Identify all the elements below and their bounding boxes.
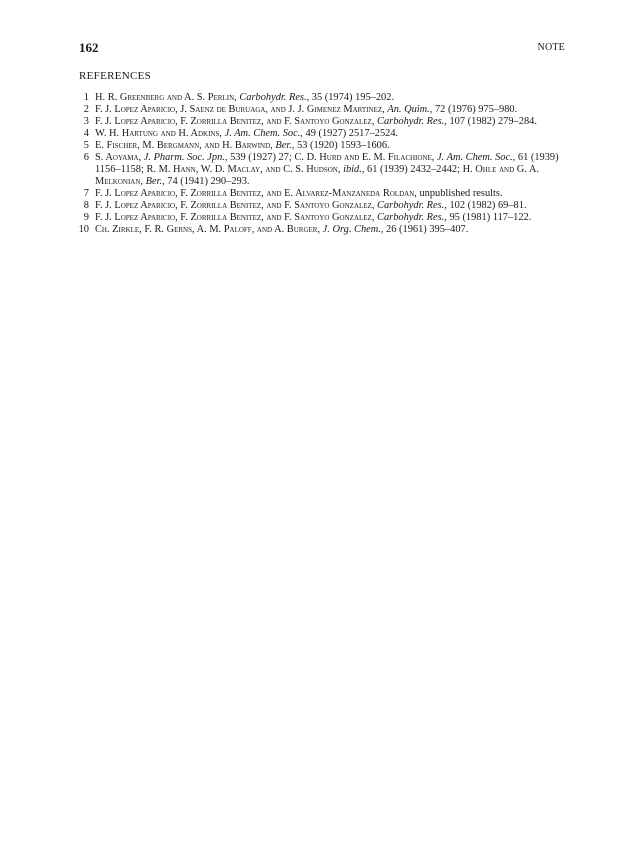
reference-number: 3 xyxy=(83,116,89,127)
page-number: 162 xyxy=(79,40,99,55)
reference-text: 61 (1939) 2432–2442; xyxy=(364,164,463,175)
reference-authors: F. J. Lopez Aparicio, J. Saenz de Buruaga, and J. J. Gimenez Martinez, xyxy=(95,104,385,115)
reference-authors: H. R. Greenberg and A. S. Perlin, xyxy=(95,92,237,103)
reference-text: 107 (1982) 279–284. xyxy=(446,116,537,127)
reference-item xyxy=(79,212,566,224)
reference-text: unpublished results. xyxy=(416,188,503,199)
reference-number: 4 xyxy=(83,128,89,139)
reference-journal: Carbohydr. Res., xyxy=(377,116,447,127)
reference-text: 72 (1976) 975–980. xyxy=(432,104,518,115)
reference-number: 7 xyxy=(83,188,89,199)
reference-authors: H. Ohle and G. A. Melkonian, xyxy=(95,164,539,187)
reference-journal: J. Am. Chem. Soc., xyxy=(436,152,516,163)
reference-item xyxy=(79,140,566,152)
reference-authors: F. J. Lopez Aparicio, F. Zorrilla Benitez, and F. Santoyo Gonzalez, xyxy=(95,200,375,211)
reference-authors: F. J. Lopez Aparicio, F. Zorrilla Benitez, and F. Santoyo Gonzalez, xyxy=(95,116,375,127)
reference-item xyxy=(79,128,566,140)
reference-journal: Carbohydr. Res., xyxy=(239,92,310,103)
running-head: NOTE xyxy=(537,42,565,53)
reference-journal: Carbohydr. Res., xyxy=(377,212,447,223)
reference-journal: J. Am. Chem. Soc., xyxy=(224,128,303,139)
reference-journal: An. Quim., xyxy=(387,104,433,115)
reference-text: 539 (1927) 27; xyxy=(227,152,295,163)
reference-number: 6 xyxy=(83,152,89,163)
reference-number: 5 xyxy=(83,140,89,151)
reference-item xyxy=(79,200,566,212)
section-heading: REFERENCES xyxy=(79,70,152,82)
reference-text: 26 (1961) 395–407. xyxy=(383,224,469,235)
reference-item xyxy=(79,152,566,188)
reference-item xyxy=(79,116,566,128)
reference-number: 1 xyxy=(83,92,89,103)
reference-authors: Ch. Zirkle, F. R. Gerns, A. M. Paloff, and A. Burger, xyxy=(95,224,321,235)
reference-text: 95 (1981) 117–122. xyxy=(446,212,532,223)
reference-item xyxy=(79,92,566,104)
reference-authors: F. J. Lopez Aparicio, F. Zorrilla Benitez, and E. Alvarez-Manzaneda Roldan, xyxy=(95,188,417,199)
reference-number: 8 xyxy=(83,200,89,211)
reference-item xyxy=(79,224,566,236)
reference-text: 49 (1927) 2517–2524. xyxy=(302,128,399,139)
reference-list xyxy=(79,92,566,236)
reference-authors: S. Aoyama, xyxy=(95,152,142,163)
reference-authors: E. Fischer, M. Bergmann, and H. Barwind, xyxy=(95,140,273,151)
reference-number: 2 xyxy=(83,104,89,115)
reference-journal: ibid., xyxy=(343,164,365,175)
reference-authors: W. H. Hartung and H. Adkins, xyxy=(95,128,222,139)
reference-journal: J. Org. Chem., xyxy=(322,224,384,235)
reference-text: 53 (1920) 1593–1606. xyxy=(294,140,390,151)
reference-journal: J. Pharm. Soc. Jpn., xyxy=(143,152,228,163)
reference-text: 61 (1939) 1156–1158; xyxy=(95,152,559,175)
reference-authors: F. J. Lopez Aparicio, F. Zorrilla Benitez, and F. Santoyo Gonzalez, xyxy=(95,212,375,223)
reference-number: 10 xyxy=(78,224,89,235)
reference-item xyxy=(79,188,566,200)
reference-text: 102 (1982) 69–81. xyxy=(446,200,527,211)
reference-journal: Ber., xyxy=(145,176,165,187)
reference-text: 74 (1941) 290–293. xyxy=(164,176,250,187)
reference-journal: Ber., xyxy=(275,140,295,151)
reference-authors: C. D. Hurd and E. M. Filachione, xyxy=(294,152,435,163)
reference-text: 35 (1974) 195–202. xyxy=(309,92,395,103)
reference-item xyxy=(79,104,566,116)
reference-authors: R. M. Hann, W. D. Maclay, and C. S. Hudson, xyxy=(146,164,341,175)
reference-journal: Carbohydr. Res., xyxy=(377,200,447,211)
reference-number: 9 xyxy=(83,212,89,223)
